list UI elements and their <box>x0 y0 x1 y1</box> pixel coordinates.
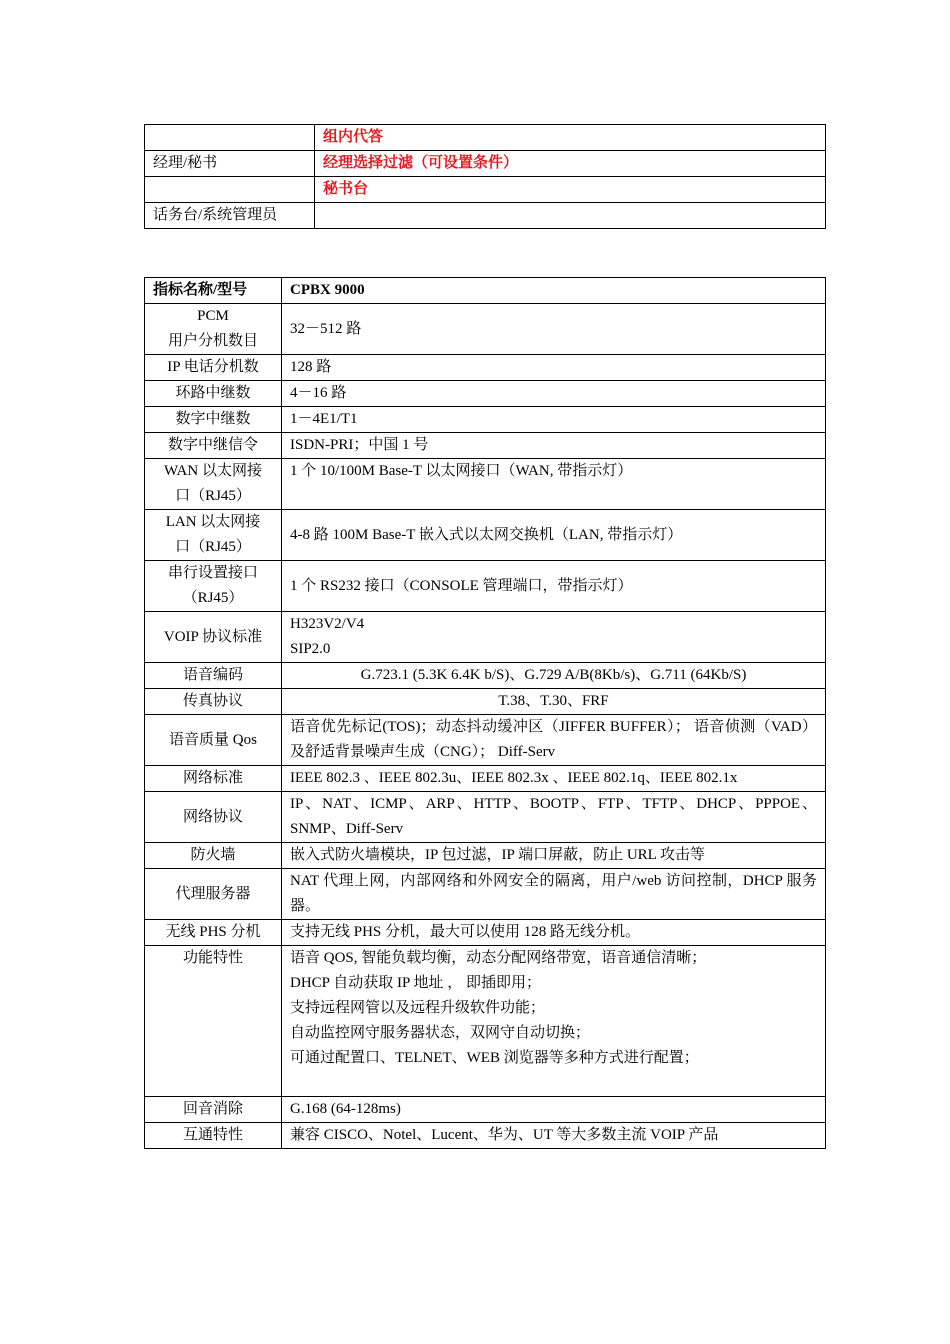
table-row <box>145 459 826 510</box>
table-row <box>145 203 826 229</box>
spec-name-cell <box>145 869 282 920</box>
table-row <box>145 766 826 792</box>
spec-value-text: 1 个 RS232 接口（CONSOLE 管理端口，带指示灯） <box>290 577 633 594</box>
spec-value-text: NAT 代理上网，内部网络和外网安全的隔离，用户/web 访问控制，DHCP 服务器。 <box>290 873 817 914</box>
spec-name-cell <box>145 407 282 433</box>
table-row <box>145 612 826 663</box>
spec-name-cell <box>145 459 282 510</box>
header-model-cell: CPBX 9000 <box>282 278 826 304</box>
table-row <box>145 510 826 561</box>
spec-name-cell <box>145 433 282 459</box>
table-row <box>145 177 826 203</box>
feature-cell: 经理选择过滤（可设置条件） <box>315 151 826 177</box>
spec-name-text: 回音消除 <box>182 1101 243 1117</box>
permissions-table <box>144 124 826 229</box>
spec-value-text: G.723.1 (5.3K 6.4K b/S)、G.729 A/B(8Kb/s)、G.711 (64Kb/S) <box>360 667 747 683</box>
role-cell <box>145 177 315 203</box>
spec-value-cell <box>282 433 826 459</box>
spec-name-text: 无线 PHS 分机 <box>165 924 261 940</box>
spec-value-text: 语音 QOS, 智能负载均衡，动态分配网络带宽，语音通信清晰； <box>290 950 707 966</box>
spec-name-cell <box>145 843 282 869</box>
table-row <box>145 689 826 715</box>
table-row <box>145 355 826 381</box>
spec-name-cell <box>145 946 282 1097</box>
spec-value-text: 可通过配置口、TELNET、WEB 浏览器等多种方式进行配置； <box>290 1050 699 1066</box>
spec-value-cell <box>282 355 826 381</box>
spec-name-cell <box>145 304 282 355</box>
spec-name-text: 功能特性 <box>182 950 243 966</box>
spec-value-cell <box>282 715 826 766</box>
spec-name-cell <box>145 715 282 766</box>
table-row <box>145 1097 826 1123</box>
spec-name-text: 网络协议 <box>182 808 243 825</box>
spec-name-text: 数字中继信令 <box>167 437 258 453</box>
table-row <box>145 125 826 151</box>
spec-value-cell <box>282 510 826 561</box>
spec-name-cell <box>145 510 282 561</box>
table-row <box>145 946 826 1097</box>
spec-name-cell <box>145 1123 282 1149</box>
spec-name-text: PCM <box>197 308 229 324</box>
spec-value-text: ISDN-PRI；中国 1 号 <box>290 437 429 453</box>
spec-name-text: 语音质量 Qos <box>169 731 257 748</box>
spec-name-cell <box>145 766 282 792</box>
spec-value-cell <box>282 689 826 715</box>
role-cell: 经理/秘书 <box>145 151 315 177</box>
spec-value-text: 1－4E1/T1 <box>290 411 358 427</box>
spec-table-header <box>145 278 826 304</box>
spec-value-cell <box>282 407 826 433</box>
spec-value-text: 128 路 <box>290 359 332 375</box>
table-row <box>145 407 826 433</box>
spec-name-text: 语音编码 <box>182 667 243 683</box>
spec-name-text: IP 电话分机数 <box>167 359 259 375</box>
spec-value-cell <box>282 612 826 663</box>
role-cell <box>145 125 315 151</box>
spec-name-text: 数字中继数 <box>175 411 251 427</box>
spec-name-text: 传真协议 <box>182 693 243 709</box>
spec-name-text: 口（RJ45） <box>175 488 251 504</box>
spec-value-cell <box>282 766 826 792</box>
table-row <box>145 433 826 459</box>
spec-value-text: G.168 (64-128ms) <box>290 1101 401 1117</box>
spec-name-text: 网络标准 <box>182 770 243 786</box>
spec-value-text: 32－512 路 <box>290 320 362 337</box>
spec-value-cell <box>282 792 826 843</box>
spec-value-cell <box>282 920 826 946</box>
spec-value-cell <box>282 1123 826 1149</box>
spec-name-text: VOIP 协议标准 <box>163 628 263 645</box>
spec-value-text: 嵌入式防火墙模块，IP 包过滤，IP 端口屏蔽，防止 URL 攻击等 <box>290 847 706 863</box>
spec-value-cell <box>282 459 826 510</box>
role-cell: 话务台/系统管理员 <box>145 203 315 229</box>
table-row <box>145 1123 826 1149</box>
spec-name-text: 环路中继数 <box>175 385 251 401</box>
spec-value-cell <box>282 663 826 689</box>
spec-value-cell <box>282 946 826 1097</box>
spec-value-text: 支持远程网管以及远程升级软件功能； <box>290 1000 546 1016</box>
spec-value-cell <box>282 1097 826 1123</box>
spec-name-text: WAN 以太网接 <box>164 463 262 479</box>
spec-value-text: 4-8 路 100M Base-T 嵌入式以太网交换机（LAN, 带指示灯） <box>290 526 683 543</box>
spec-name-cell <box>145 920 282 946</box>
spec-name-cell <box>145 792 282 843</box>
spec-value-text: DHCP 自动获取 IP 地址 ， 即插即用； <box>290 975 541 991</box>
table-row <box>145 920 826 946</box>
spec-name-text: 用户分机数目 <box>167 333 258 349</box>
spec-name-text: 互通特性 <box>182 1127 243 1143</box>
spec-value-text: 兼容 CISCO、Notel、Lucent、华为、UT 等大多数主流 VOIP 产品 <box>290 1127 719 1143</box>
spec-name-text: （RJ45） <box>182 590 244 606</box>
table-row <box>145 663 826 689</box>
header-name-cell: 指标名称/型号 <box>145 278 282 304</box>
spec-name-text: 串行设置接口 <box>167 565 258 581</box>
table-row <box>145 561 826 612</box>
spec-name-cell <box>145 381 282 407</box>
spec-value-text: 支持无线 PHS 分机，最大可以使用 128 路无线分机。 <box>290 924 641 940</box>
table-row <box>145 869 826 920</box>
spec-value-text <box>290 484 817 509</box>
spec-value-text: 语音优先标记(TOS)；动态抖动缓冲区（JIFFER BUFFER）； 语音侦测（VAD）及舒适背景噪声生成（CNG）； Diff-Serv <box>290 719 817 760</box>
spec-name-cell <box>145 612 282 663</box>
spec-value-text <box>290 1071 817 1096</box>
spec-value-text: IP、NAT、ICMP、ARP、HTTP、BOOTP、FTP、TFTP、DHCP、PPPOE、SNMP、Diff-Serv <box>290 796 817 837</box>
spec-name-text: 口（RJ45） <box>175 539 251 555</box>
spec-value-text: 4－16 路 <box>290 385 347 401</box>
spec-name-text: LAN 以太网接 <box>165 514 261 530</box>
spec-name-cell <box>145 663 282 689</box>
spec-name-text: 防火墙 <box>190 847 236 863</box>
spec-value-text: T.38、T.30、FRF <box>498 693 609 709</box>
spec-value-text: 自动监控网守服务器状态，双网守自动切换； <box>290 1025 591 1041</box>
spec-value-text: SIP2.0 <box>290 641 331 657</box>
spec-name-cell <box>145 1097 282 1123</box>
spec-name-cell <box>145 689 282 715</box>
table-row <box>145 304 826 355</box>
table-row <box>145 715 826 766</box>
feature-cell <box>315 203 826 229</box>
table-row <box>145 792 826 843</box>
spec-value-text: 1 个 10/100M Base-T 以太网接口（WAN, 带指示灯） <box>290 463 633 479</box>
feature-cell: 秘书台 <box>315 177 826 203</box>
table-row <box>145 151 826 177</box>
spec-name-text: 代理服务器 <box>175 885 251 902</box>
spec-table <box>144 277 826 1149</box>
table-row <box>145 381 826 407</box>
table-row <box>145 843 826 869</box>
spec-value-cell <box>282 843 826 869</box>
spec-name-cell <box>145 561 282 612</box>
spec-value-cell <box>282 869 826 920</box>
spec-value-text: IEEE 802.3 、IEEE 802.3u、IEEE 802.3x 、IEEE 802.1q、IEEE 802.1x <box>290 770 738 786</box>
spec-value-cell <box>282 304 826 355</box>
feature-cell: 组内代答 <box>315 125 826 151</box>
spec-value-cell <box>282 381 826 407</box>
spec-value-text: H323V2/V4 <box>290 616 365 632</box>
spec-value-cell <box>282 561 826 612</box>
spec-name-cell <box>145 355 282 381</box>
